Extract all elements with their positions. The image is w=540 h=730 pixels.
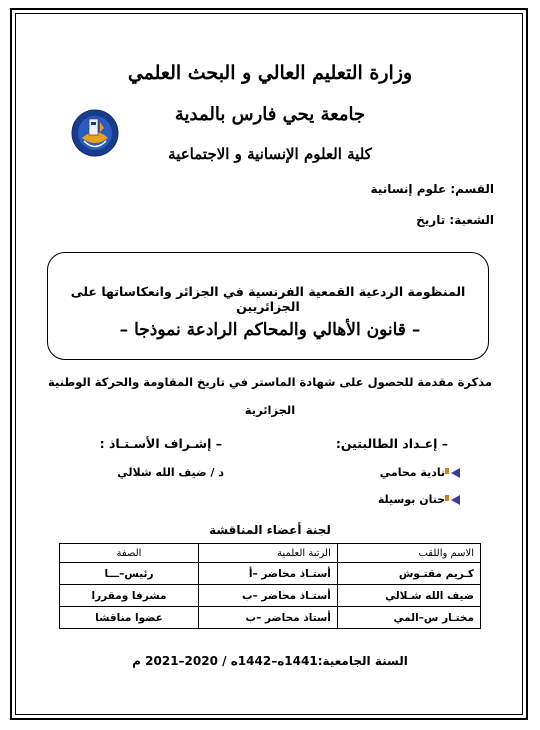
header-name: الاسم واللقب — [337, 544, 480, 563]
arrow-bullet-icon — [449, 493, 460, 506]
member-name: مختـار س–المي — [337, 607, 480, 629]
member-role: مشرفا ومقررا — [60, 585, 199, 607]
academic-year: السنة الجامعية:1441ه–1442ه / 2020–2021 م — [132, 654, 408, 668]
supervisor-name: د / ضيف الله شلالي — [117, 466, 224, 479]
department-label: القسم: علوم إنسانية — [370, 182, 494, 196]
table-header-row — [60, 544, 481, 563]
member-name: كـريم مقتـوش — [337, 563, 480, 585]
header-role: الصفة — [60, 544, 199, 563]
branch-label: الشعبة: تاريخ — [416, 213, 494, 227]
supervisor-label: – إشـراف الأسـتـاذ : — [99, 436, 222, 451]
thesis-title-line2: – قانون الأهالي والمحاكم الرادعة نموذجا – — [119, 320, 421, 340]
arrow-bullet-icon — [449, 466, 460, 479]
student-name-1 — [380, 466, 460, 479]
member-rank: أستـاذ محاضر –ب — [198, 585, 337, 607]
thesis-title-line1: المنظومة الردعية القمعية الفرنسية في الجزائر وانعكاساتها على الجزائريين — [70, 284, 466, 314]
university-name: جامعة يحي فارس بالمدية — [174, 104, 366, 125]
member-rank: أستـاذ محاضر –أ — [198, 563, 337, 585]
table-row — [60, 607, 481, 629]
member-name: ضيف الله شـلالي — [337, 585, 480, 607]
table-row — [60, 585, 481, 607]
header-rank: الرتبة العلمية — [198, 544, 337, 563]
member-role: عضوا مناقشا — [60, 607, 199, 629]
committee-title: لجنة أعضاء المناقشة — [209, 523, 331, 537]
committee-table — [59, 543, 481, 629]
table-row — [60, 563, 481, 585]
member-role: رئيس–ـــا — [60, 563, 199, 585]
students-label: – إعـداد الطالبتين: — [335, 436, 448, 451]
student-name-1-text: نادية محامي — [379, 466, 446, 479]
thesis-description: مذكرة مقدمة للحصول على شهادة الماستر في تاريخ المقاومة والحركة الوطنية الجزائرية — [48, 375, 492, 417]
ministry-title: وزارة التعليم العالي و البحث العلمي — [127, 62, 413, 84]
student-name-2 — [378, 493, 460, 506]
faculty-name: كلية العلوم الإنسانية و الاجتماعية — [168, 145, 372, 163]
student-name-2-text: حنان بوسيلة — [377, 493, 446, 506]
member-rank: أستاذ محاضر –ب — [198, 607, 337, 629]
university-logo-icon — [70, 108, 120, 158]
